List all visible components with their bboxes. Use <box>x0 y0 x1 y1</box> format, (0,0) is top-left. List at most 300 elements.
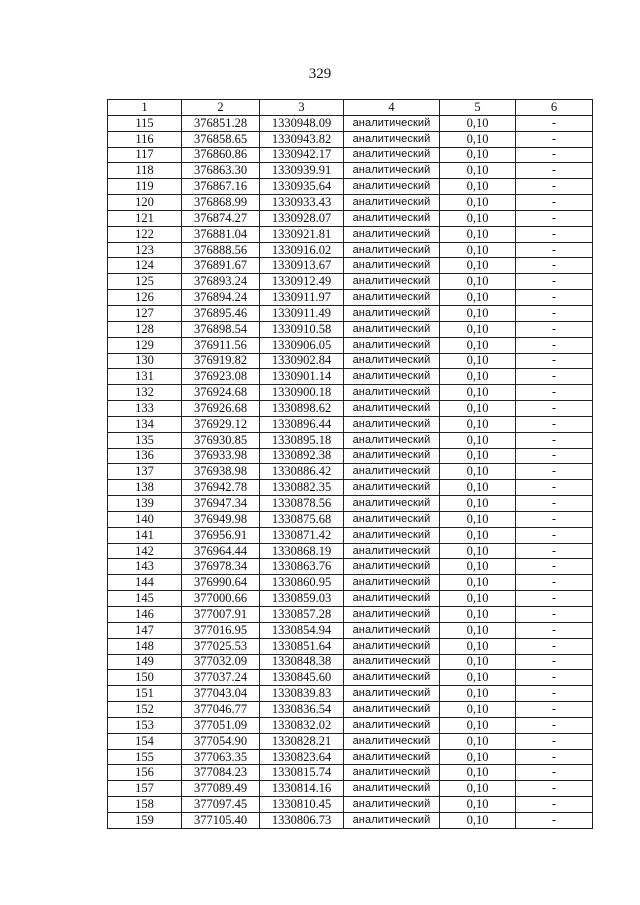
x-coordinate-cell: 376926.68 <box>182 401 260 417</box>
x-coordinate-cell: 377016.95 <box>182 622 260 638</box>
note-cell: - <box>516 496 593 512</box>
accuracy-cell: 0,10 <box>440 812 516 828</box>
method-cell: аналитический <box>344 527 440 543</box>
note-cell: - <box>516 416 593 432</box>
note-cell: - <box>516 274 593 290</box>
y-coordinate-cell: 1330895.18 <box>260 432 344 448</box>
method-cell: аналитический <box>344 163 440 179</box>
note-cell: - <box>516 226 593 242</box>
method-cell: аналитический <box>344 765 440 781</box>
note-cell: - <box>516 686 593 702</box>
accuracy-cell: 0,10 <box>440 464 516 480</box>
table-row <box>108 717 593 733</box>
y-coordinate-cell: 1330806.73 <box>260 812 344 828</box>
table-row <box>108 607 593 623</box>
point-number-cell: 144 <box>108 575 182 591</box>
accuracy-cell: 0,10 <box>440 369 516 385</box>
y-coordinate-cell: 1330911.97 <box>260 290 344 306</box>
method-cell: аналитический <box>344 321 440 337</box>
point-number-cell: 127 <box>108 305 182 321</box>
method-cell: аналитический <box>344 638 440 654</box>
note-cell: - <box>516 258 593 274</box>
accuracy-cell: 0,10 <box>440 797 516 813</box>
method-cell: аналитический <box>344 702 440 718</box>
note-cell: - <box>516 448 593 464</box>
y-coordinate-cell: 1330878.56 <box>260 496 344 512</box>
table-row <box>108 305 593 321</box>
accuracy-cell: 0,10 <box>440 242 516 258</box>
method-cell: аналитический <box>344 717 440 733</box>
y-coordinate-cell: 1330886.42 <box>260 464 344 480</box>
accuracy-cell: 0,10 <box>440 258 516 274</box>
x-coordinate-cell: 377054.90 <box>182 733 260 749</box>
note-cell: - <box>516 321 593 337</box>
table-header-row <box>108 100 593 116</box>
x-coordinate-cell: 376929.12 <box>182 416 260 432</box>
accuracy-cell: 0,10 <box>440 416 516 432</box>
method-cell: аналитический <box>344 480 440 496</box>
accuracy-cell: 0,10 <box>440 686 516 702</box>
table-row <box>108 115 593 131</box>
x-coordinate-cell: 376895.46 <box>182 305 260 321</box>
note-cell: - <box>516 179 593 195</box>
y-coordinate-cell: 1330871.42 <box>260 527 344 543</box>
note-cell: - <box>516 163 593 179</box>
table-body <box>108 115 593 828</box>
x-coordinate-cell: 376863.30 <box>182 163 260 179</box>
method-cell: аналитический <box>344 290 440 306</box>
y-coordinate-cell: 1330935.64 <box>260 179 344 195</box>
point-number-cell: 124 <box>108 258 182 274</box>
y-coordinate-cell: 1330810.45 <box>260 797 344 813</box>
y-coordinate-cell: 1330896.44 <box>260 416 344 432</box>
x-coordinate-cell: 376923.08 <box>182 369 260 385</box>
method-cell: аналитический <box>344 385 440 401</box>
y-coordinate-cell: 1330857.28 <box>260 607 344 623</box>
note-cell: - <box>516 543 593 559</box>
point-number-cell: 116 <box>108 131 182 147</box>
accuracy-cell: 0,10 <box>440 290 516 306</box>
method-cell: аналитический <box>344 337 440 353</box>
point-number-cell: 152 <box>108 702 182 718</box>
note-cell: - <box>516 511 593 527</box>
note-cell: - <box>516 401 593 417</box>
note-cell: - <box>516 385 593 401</box>
x-coordinate-cell: 377043.04 <box>182 686 260 702</box>
point-number-cell: 129 <box>108 337 182 353</box>
table-row <box>108 416 593 432</box>
x-coordinate-cell: 377105.40 <box>182 812 260 828</box>
point-number-cell: 159 <box>108 812 182 828</box>
method-cell: аналитический <box>344 226 440 242</box>
point-number-cell: 120 <box>108 195 182 211</box>
point-number-cell: 130 <box>108 353 182 369</box>
x-coordinate-cell: 376949.98 <box>182 511 260 527</box>
y-coordinate-cell: 1330859.03 <box>260 591 344 607</box>
table-row <box>108 195 593 211</box>
point-number-cell: 128 <box>108 321 182 337</box>
note-cell: - <box>516 305 593 321</box>
method-cell: аналитический <box>344 654 440 670</box>
table-row <box>108 749 593 765</box>
method-cell: аналитический <box>344 733 440 749</box>
point-number-cell: 136 <box>108 448 182 464</box>
column-header-2: 2 <box>182 100 260 116</box>
accuracy-cell: 0,10 <box>440 337 516 353</box>
table-row <box>108 385 593 401</box>
accuracy-cell: 0,10 <box>440 670 516 686</box>
x-coordinate-cell: 376933.98 <box>182 448 260 464</box>
table-row <box>108 654 593 670</box>
y-coordinate-cell: 1330948.09 <box>260 115 344 131</box>
note-cell: - <box>516 527 593 543</box>
table-row <box>108 575 593 591</box>
table-row <box>108 179 593 195</box>
point-number-cell: 146 <box>108 607 182 623</box>
point-number-cell: 158 <box>108 797 182 813</box>
accuracy-cell: 0,10 <box>440 305 516 321</box>
x-coordinate-cell: 377097.45 <box>182 797 260 813</box>
accuracy-cell: 0,10 <box>440 210 516 226</box>
x-coordinate-cell: 377046.77 <box>182 702 260 718</box>
note-cell: - <box>516 575 593 591</box>
method-cell: аналитический <box>344 448 440 464</box>
x-coordinate-cell: 377051.09 <box>182 717 260 733</box>
x-coordinate-cell: 376891.67 <box>182 258 260 274</box>
table-row <box>108 812 593 828</box>
y-coordinate-cell: 1330839.83 <box>260 686 344 702</box>
x-coordinate-cell: 376893.24 <box>182 274 260 290</box>
point-number-cell: 118 <box>108 163 182 179</box>
method-cell: аналитический <box>344 416 440 432</box>
y-coordinate-cell: 1330943.82 <box>260 131 344 147</box>
accuracy-cell: 0,10 <box>440 496 516 512</box>
y-coordinate-cell: 1330898.62 <box>260 401 344 417</box>
method-cell: аналитический <box>344 274 440 290</box>
x-coordinate-cell: 377007.91 <box>182 607 260 623</box>
point-number-cell: 142 <box>108 543 182 559</box>
x-coordinate-cell: 376942.78 <box>182 480 260 496</box>
method-cell: аналитический <box>344 559 440 575</box>
point-number-cell: 156 <box>108 765 182 781</box>
y-coordinate-cell: 1330901.14 <box>260 369 344 385</box>
note-cell: - <box>516 607 593 623</box>
method-cell: аналитический <box>344 432 440 448</box>
y-coordinate-cell: 1330836.54 <box>260 702 344 718</box>
note-cell: - <box>516 797 593 813</box>
note-cell: - <box>516 369 593 385</box>
y-coordinate-cell: 1330832.02 <box>260 717 344 733</box>
x-coordinate-cell: 377089.49 <box>182 781 260 797</box>
point-number-cell: 135 <box>108 432 182 448</box>
note-cell: - <box>516 654 593 670</box>
point-number-cell: 153 <box>108 717 182 733</box>
accuracy-cell: 0,10 <box>440 511 516 527</box>
x-coordinate-cell: 376924.68 <box>182 385 260 401</box>
accuracy-cell: 0,10 <box>440 607 516 623</box>
x-coordinate-cell: 377000.66 <box>182 591 260 607</box>
method-cell: аналитический <box>344 242 440 258</box>
y-coordinate-cell: 1330906.05 <box>260 337 344 353</box>
y-coordinate-cell: 1330814.16 <box>260 781 344 797</box>
note-cell: - <box>516 480 593 496</box>
note-cell: - <box>516 147 593 163</box>
y-coordinate-cell: 1330882.35 <box>260 480 344 496</box>
y-coordinate-cell: 1330823.64 <box>260 749 344 765</box>
y-coordinate-cell: 1330875.68 <box>260 511 344 527</box>
x-coordinate-cell: 376858.65 <box>182 131 260 147</box>
y-coordinate-cell: 1330939.91 <box>260 163 344 179</box>
y-coordinate-cell: 1330854.94 <box>260 622 344 638</box>
table-row <box>108 527 593 543</box>
accuracy-cell: 0,10 <box>440 321 516 337</box>
accuracy-cell: 0,10 <box>440 591 516 607</box>
y-coordinate-cell: 1330863.76 <box>260 559 344 575</box>
method-cell: аналитический <box>344 305 440 321</box>
table-row <box>108 511 593 527</box>
table-row <box>108 210 593 226</box>
x-coordinate-cell: 376867.16 <box>182 179 260 195</box>
table-row <box>108 432 593 448</box>
accuracy-cell: 0,10 <box>440 622 516 638</box>
method-cell: аналитический <box>344 622 440 638</box>
point-number-cell: 123 <box>108 242 182 258</box>
point-number-cell: 134 <box>108 416 182 432</box>
column-header-6: 6 <box>516 100 593 116</box>
point-number-cell: 131 <box>108 369 182 385</box>
point-number-cell: 147 <box>108 622 182 638</box>
note-cell: - <box>516 638 593 654</box>
table-row <box>108 702 593 718</box>
point-number-cell: 121 <box>108 210 182 226</box>
method-cell: аналитический <box>344 464 440 480</box>
point-number-cell: 125 <box>108 274 182 290</box>
table-row <box>108 480 593 496</box>
y-coordinate-cell: 1330815.74 <box>260 765 344 781</box>
method-cell: аналитический <box>344 670 440 686</box>
method-cell: аналитический <box>344 591 440 607</box>
x-coordinate-cell: 376956.91 <box>182 527 260 543</box>
accuracy-cell: 0,10 <box>440 274 516 290</box>
point-number-cell: 115 <box>108 115 182 131</box>
table-row <box>108 147 593 163</box>
table-row <box>108 131 593 147</box>
point-number-cell: 155 <box>108 749 182 765</box>
note-cell: - <box>516 242 593 258</box>
note-cell: - <box>516 290 593 306</box>
y-coordinate-cell: 1330921.81 <box>260 226 344 242</box>
x-coordinate-cell: 376894.24 <box>182 290 260 306</box>
x-coordinate-cell: 376860.86 <box>182 147 260 163</box>
x-coordinate-cell: 376947.34 <box>182 496 260 512</box>
x-coordinate-cell: 377037.24 <box>182 670 260 686</box>
accuracy-cell: 0,10 <box>440 717 516 733</box>
note-cell: - <box>516 353 593 369</box>
x-coordinate-cell: 376911.56 <box>182 337 260 353</box>
table-row <box>108 242 593 258</box>
table-row <box>108 258 593 274</box>
x-coordinate-cell: 376868.99 <box>182 195 260 211</box>
method-cell: аналитический <box>344 511 440 527</box>
x-coordinate-cell: 376888.56 <box>182 242 260 258</box>
note-cell: - <box>516 765 593 781</box>
method-cell: аналитический <box>344 258 440 274</box>
accuracy-cell: 0,10 <box>440 179 516 195</box>
accuracy-cell: 0,10 <box>440 448 516 464</box>
method-cell: аналитический <box>344 797 440 813</box>
accuracy-cell: 0,10 <box>440 432 516 448</box>
x-coordinate-cell: 377032.09 <box>182 654 260 670</box>
point-number-cell: 139 <box>108 496 182 512</box>
point-number-cell: 133 <box>108 401 182 417</box>
note-cell: - <box>516 210 593 226</box>
table-row <box>108 353 593 369</box>
note-cell: - <box>516 559 593 575</box>
note-cell: - <box>516 591 593 607</box>
table-row <box>108 369 593 385</box>
method-cell: аналитический <box>344 369 440 385</box>
point-number-cell: 119 <box>108 179 182 195</box>
column-header-4: 4 <box>344 100 440 116</box>
method-cell: аналитический <box>344 353 440 369</box>
y-coordinate-cell: 1330848.38 <box>260 654 344 670</box>
y-coordinate-cell: 1330928.07 <box>260 210 344 226</box>
note-cell: - <box>516 749 593 765</box>
y-coordinate-cell: 1330892.38 <box>260 448 344 464</box>
note-cell: - <box>516 337 593 353</box>
accuracy-cell: 0,10 <box>440 385 516 401</box>
accuracy-cell: 0,10 <box>440 559 516 575</box>
table-row <box>108 543 593 559</box>
y-coordinate-cell: 1330933.43 <box>260 195 344 211</box>
point-number-cell: 122 <box>108 226 182 242</box>
point-number-cell: 141 <box>108 527 182 543</box>
point-number-cell: 132 <box>108 385 182 401</box>
y-coordinate-cell: 1330910.58 <box>260 321 344 337</box>
point-number-cell: 149 <box>108 654 182 670</box>
note-cell: - <box>516 464 593 480</box>
y-coordinate-cell: 1330911.49 <box>260 305 344 321</box>
accuracy-cell: 0,10 <box>440 163 516 179</box>
accuracy-cell: 0,10 <box>440 147 516 163</box>
point-number-cell: 126 <box>108 290 182 306</box>
table-row <box>108 591 593 607</box>
accuracy-cell: 0,10 <box>440 480 516 496</box>
y-coordinate-cell: 1330900.18 <box>260 385 344 401</box>
accuracy-cell: 0,10 <box>440 401 516 417</box>
method-cell: аналитический <box>344 496 440 512</box>
column-header-5: 5 <box>440 100 516 116</box>
point-number-cell: 140 <box>108 511 182 527</box>
point-number-cell: 151 <box>108 686 182 702</box>
accuracy-cell: 0,10 <box>440 654 516 670</box>
page-number: 329 <box>308 66 332 82</box>
accuracy-cell: 0,10 <box>440 226 516 242</box>
x-coordinate-cell: 377025.53 <box>182 638 260 654</box>
table-row <box>108 797 593 813</box>
method-cell: аналитический <box>344 195 440 211</box>
accuracy-cell: 0,10 <box>440 765 516 781</box>
x-coordinate-cell: 376874.27 <box>182 210 260 226</box>
y-coordinate-cell: 1330868.19 <box>260 543 344 559</box>
y-coordinate-cell: 1330902.84 <box>260 353 344 369</box>
note-cell: - <box>516 812 593 828</box>
point-number-cell: 157 <box>108 781 182 797</box>
accuracy-cell: 0,10 <box>440 575 516 591</box>
note-cell: - <box>516 622 593 638</box>
table-row <box>108 622 593 638</box>
point-number-cell: 145 <box>108 591 182 607</box>
y-coordinate-cell: 1330828.21 <box>260 733 344 749</box>
note-cell: - <box>516 115 593 131</box>
table-row <box>108 559 593 575</box>
x-coordinate-cell: 376881.04 <box>182 226 260 242</box>
table-row <box>108 638 593 654</box>
method-cell: аналитический <box>344 749 440 765</box>
x-coordinate-cell: 376938.98 <box>182 464 260 480</box>
table-row <box>108 274 593 290</box>
method-cell: аналитический <box>344 812 440 828</box>
y-coordinate-cell: 1330845.60 <box>260 670 344 686</box>
x-coordinate-cell: 376990.64 <box>182 575 260 591</box>
method-cell: аналитический <box>344 575 440 591</box>
table-row <box>108 290 593 306</box>
accuracy-cell: 0,10 <box>440 527 516 543</box>
x-coordinate-cell: 376898.54 <box>182 321 260 337</box>
point-number-cell: 117 <box>108 147 182 163</box>
method-cell: аналитический <box>344 781 440 797</box>
y-coordinate-cell: 1330916.02 <box>260 242 344 258</box>
point-number-cell: 148 <box>108 638 182 654</box>
table-row <box>108 337 593 353</box>
accuracy-cell: 0,10 <box>440 195 516 211</box>
point-number-cell: 143 <box>108 559 182 575</box>
accuracy-cell: 0,10 <box>440 131 516 147</box>
note-cell: - <box>516 733 593 749</box>
point-number-cell: 138 <box>108 480 182 496</box>
coordinates-table <box>107 99 593 829</box>
y-coordinate-cell: 1330912.49 <box>260 274 344 290</box>
note-cell: - <box>516 131 593 147</box>
method-cell: аналитический <box>344 686 440 702</box>
accuracy-cell: 0,10 <box>440 749 516 765</box>
note-cell: - <box>516 717 593 733</box>
point-number-cell: 137 <box>108 464 182 480</box>
method-cell: аналитический <box>344 147 440 163</box>
table-row <box>108 765 593 781</box>
x-coordinate-cell: 376930.85 <box>182 432 260 448</box>
table-row <box>108 733 593 749</box>
accuracy-cell: 0,10 <box>440 733 516 749</box>
x-coordinate-cell: 377063.35 <box>182 749 260 765</box>
accuracy-cell: 0,10 <box>440 638 516 654</box>
accuracy-cell: 0,10 <box>440 353 516 369</box>
method-cell: аналитический <box>344 131 440 147</box>
column-header-1: 1 <box>108 100 182 116</box>
method-cell: аналитический <box>344 401 440 417</box>
y-coordinate-cell: 1330913.67 <box>260 258 344 274</box>
table-row <box>108 464 593 480</box>
method-cell: аналитический <box>344 179 440 195</box>
point-number-cell: 154 <box>108 733 182 749</box>
table-row <box>108 321 593 337</box>
table-row <box>108 448 593 464</box>
table-row <box>108 163 593 179</box>
note-cell: - <box>516 195 593 211</box>
y-coordinate-cell: 1330860.95 <box>260 575 344 591</box>
method-cell: аналитический <box>344 115 440 131</box>
x-coordinate-cell: 377084.23 <box>182 765 260 781</box>
